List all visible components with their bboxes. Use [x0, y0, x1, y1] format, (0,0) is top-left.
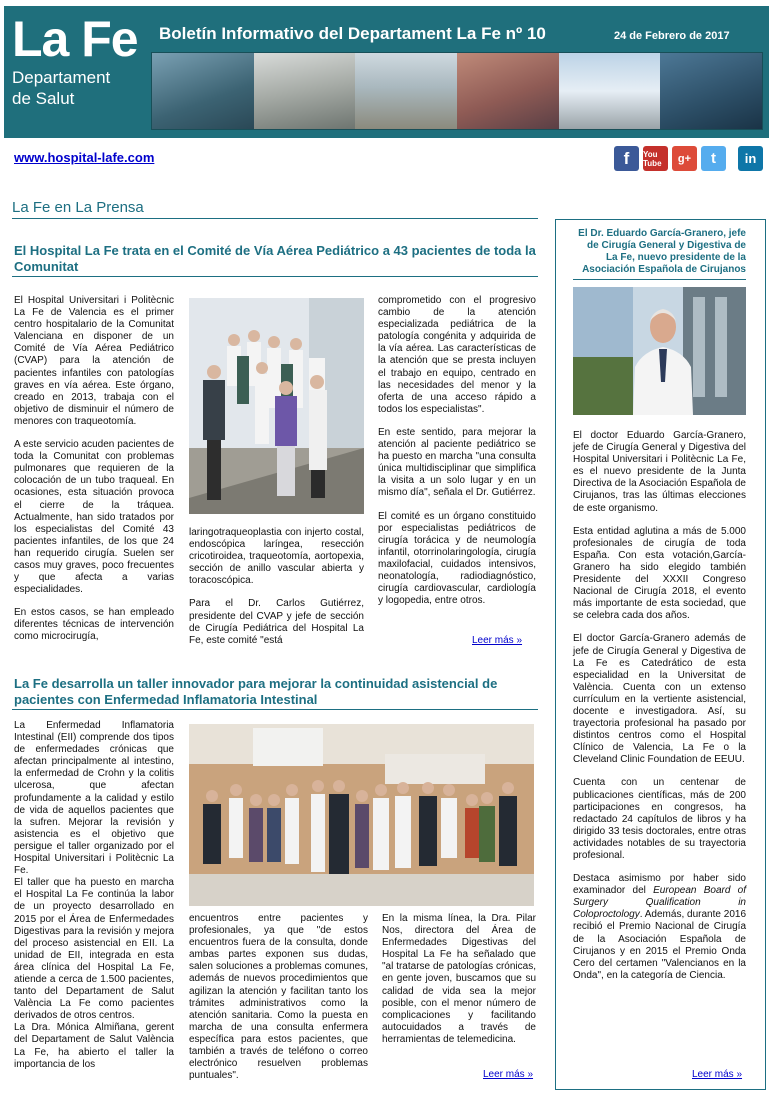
- sidebar-paragraph: Esta entidad aglutina a más de 5.000 profesionales de cirugía de toda España. Con esta votación,García-Granero ha sido elegido también Presidente del XXXII Congreso Nacional de Cirugía 2018, el evento más importante de esta sociedad, que se celebra cada dos años.: [573, 525, 746, 622]
- sidebar-text: . Además, durante 2016 recibió el Premio Nacional de Cirugía de la Asociación Española de Cirujanos y en 2015 el Premio Onda Cero del certamen "Valencianos en la Onda", en la categoría de Ciencia.: [573, 909, 746, 981]
- article1-read-more-link[interactable]: Leer más »: [472, 635, 523, 646]
- garcia-granero-portrait: [573, 287, 746, 415]
- article2-paragraph: El taller que ha puesto en marcha el Hospital La Fe continúa la labor de un proyecto desarrollado en 2015 por el Área de Enfermedades Digestivas para la revisión y mejora del proceso asistencial en EII. La unidad de EII, integrada en esta área clínica del Hospital La Fe, atiende a cerca de 1.500 pacientes, tanto del Departament de Salut València La Fe como pacientes derivados de otros centros.: [14, 877, 174, 1022]
- sidebar-divider: [573, 279, 746, 280]
- article2-column-3: En la misma línea, la Dra. Pilar Nos, directora del Área de Enfermedades Digestivas del Hospital La Fe ha señalado que "al tratarse de patologías crónicas, en gente joven, buscamos que su calidad de vida sea la mejor posible, con el menor número de complicaciones y facilitando autocuidados a través de herramientas de telemedicina.: [382, 913, 536, 1045]
- article1-paragraph: laringotraqueoplastia con injerto costal, endoscópica laríngea, resección cricotiroidea, traqueotomía, aortopexia, sección de anillo vascular abierta y toracoscópica.: [189, 527, 364, 587]
- article2-read-more-link[interactable]: Leer más »: [483, 1069, 534, 1080]
- pediatric-committee-photo: [189, 298, 364, 514]
- article1-divider: [12, 276, 538, 277]
- linkedin-icon[interactable]: in: [738, 146, 763, 171]
- article2-divider: [12, 709, 538, 710]
- logo-text-main: La Fe: [12, 11, 138, 67]
- lab-photo: [457, 53, 559, 129]
- article1-column-1: [14, 295, 174, 644]
- article1-column-2: [189, 527, 364, 647]
- logo-text-line2: Departament: [12, 68, 111, 87]
- newsletter-title: Boletín Informativo del Departament La Fe nº 10: [159, 24, 546, 43]
- article1-paragraph: En estos casos, se han empleado diferentes técnicas de intervención como microcirugía,: [14, 607, 174, 643]
- newsletter-header: [4, 6, 769, 138]
- sidebar-paragraph: El doctor Eduardo García-Granero, jefe de Cirugía General y Digestiva del Hospital Universitari i Politècnic La Fe, es el nuevo presidente de la Junta Directiva de la Asociación Española de Cirujanos, tras las últimas elecciones de este organismo.: [573, 430, 746, 514]
- google-plus-icon[interactable]: g+: [672, 146, 697, 171]
- article2-paragraph: La Enfermedad Inflamatoria Intestinal (EII) comprende dos tipos de enfermedades crónicas que afectan principalmente al intestino, la enfermedad de Crohn y la colitis ulcerosa, que afectan profundamente a la calidad y estilo de vida de aquellos pacientes que la sufren. Mejorar la revisión y asistencia es el objetivo que persigue el taller organizado por el Hospital Universitari i Politècnic La Fe.: [14, 720, 174, 877]
- surgeon-photo: [660, 53, 762, 129]
- sidebar-paragraph: Cuenta con un centenar de publicaciones científicas, más de 200 participaciones en congresos, ha redactado 24 capítulos de libros y ha dirigido 33 tesis doctorales, entre otras actividades notables de su trayectoria profesional.: [573, 777, 746, 861]
- article1-paragraph: Para el Dr. Carlos Gutiérrez, presidente del CVAP y jefe de sección de Cirugía Pediátrica del Hospital La Fe, este comité "está: [189, 598, 364, 646]
- logo-text-line3: de Salut: [12, 89, 75, 108]
- article1-paragraph: El Hospital Universitari i Politècnic La Fe de Valencia es el primer centro hospitalario de la Comunitat Valenciana en disponer de un Comité de Vía Aérea Pediátrico (CVAP) para la atención de pacientes infantiles con patologías graves en vía aérea. Este órgano, creado en 2013, trabaja con el objetivo de disminuir el número de menores con traqueotomía.: [14, 295, 174, 427]
- sidebar-text: Destaca asimismo por haber sido examinador del: [573, 873, 746, 897]
- article1-column-3: [378, 295, 536, 607]
- sidebar-body: [573, 430, 746, 993]
- sidebar-italic-text: European Board of Surgery Qualification in Coloproctology: [573, 885, 747, 921]
- article1-title: El Hospital La Fe trata en el Comité de Vía Aérea Pediátrico a 43 pacientes de toda la Comunitat: [14, 243, 536, 274]
- article2-column-1: [14, 720, 174, 1071]
- hospital-facade-photo: [559, 53, 661, 129]
- microscope-photo: [254, 53, 356, 129]
- lafe-logo: [12, 12, 142, 134]
- article2-paragraph: La Dra. Mónica Almiñana, gerent del Departament de Salut València La Fe, ha abierto el taller la importancia de los: [14, 1022, 174, 1070]
- article1-paragraph: A este servicio acuden pacientes de toda la Comunitat con problemas pulmonares que requieren de la colocación de un tubo traqueal. En ocasiones, esta situación provoca el cierre de la tráquea. Actualmente, han sido tratados por los especialistas del Comité 43 pacientes infantiles, de los que 24 han requerido cirugía. Suelen ser casos muy graves, poco frecuentes y que afecta a varias especialidades.: [14, 439, 174, 596]
- newsletter-date: 24 de Febrero de 2017: [614, 30, 730, 42]
- article1-paragraph: El comité es un órgano constituido por especialistas pediátricos de cirugía torácica y de neumología infantil, otorrinolaringología, cirugía maxilofacial, cuidados intensivos, neonatología, radiodiagnóstico, cirugía cardiovascular, cardiología y logopedia, entre otros.: [378, 510, 536, 607]
- social-icons: [614, 146, 763, 171]
- section-divider: [12, 218, 538, 219]
- sidebar-read-more-link[interactable]: Leer más »: [692, 1069, 743, 1080]
- article1-paragraph: comprometido con el progresivo cambio de la atención especializada pediátrica de la patología congénita y adquirida de la vía aérea. Las características de la atención que se presta incluyen el trabajo en equipo, centrado en las necesidades del menor y la oferta de una acceso rápido a todos los especialistas".: [378, 295, 536, 415]
- sidebar-title: El Dr. Eduardo García-Granero, jefe de Cirugía General y Digestiva de La Fe, nuevo presidente de la Asociación Española de Cirujanos: [578, 228, 746, 276]
- section-title: La Fe en La Prensa: [12, 199, 144, 216]
- website-link[interactable]: www.hospital-lafe.com: [14, 150, 155, 165]
- youtube-icon[interactable]: You Tube: [643, 146, 668, 171]
- hospital-building-photo: [355, 53, 457, 129]
- ibd-workshop-group-photo: [189, 724, 534, 906]
- article2-column-2: encuentros entre pacientes y profesionales, ya que "de estos encuentros fuera de la consulta, donde ambas partes exponen sus dudas, salen soluciones a problemas comunes, además de nuevos procedimientos que agilizan la atención y facilitan tanto los trámites administrativos como la atención sanitaria. Como la puesta en marcha de una consulta enfermera específica para estos pacientes, que también a través de teléfono o correo electrónico resuelven problemas puntuales".: [189, 913, 368, 1082]
- facebook-icon[interactable]: f: [614, 146, 639, 171]
- sidebar-paragraph: El doctor García-Granero además de jefe de Cirugía General y Digestiva de La Fe es Catedrático de esta especialidad en la Universitat de València. Cuenta con un extenso currículum en la vertiente asistencial, docente e investigadora. Así, su trayectoria profesional ha pasado por distintos centros como el Hospital Clínico de Valencia, La Fe o la Cleveland Clinic Foundation de EEUU.: [573, 633, 746, 766]
- surgery-photo: [152, 53, 254, 129]
- header-photo-strip: [151, 52, 763, 130]
- twitter-icon[interactable]: t: [701, 146, 726, 171]
- sidebar-paragraph: [573, 873, 746, 982]
- article1-paragraph: En este sentido, para mejorar la atención al paciente pediátrico se ha puesto en marcha "una consulta única multidisciplinar que simplifica la visita a un solo lugar y en un mismo día", señala el Dr. Gutiérrez.: [378, 426, 536, 499]
- article2-title: La Fe desarrolla un taller innovador para mejorar la continuidad asistencial de pacientes con Enfermedad Inflamatoria Intestinal: [14, 676, 498, 707]
